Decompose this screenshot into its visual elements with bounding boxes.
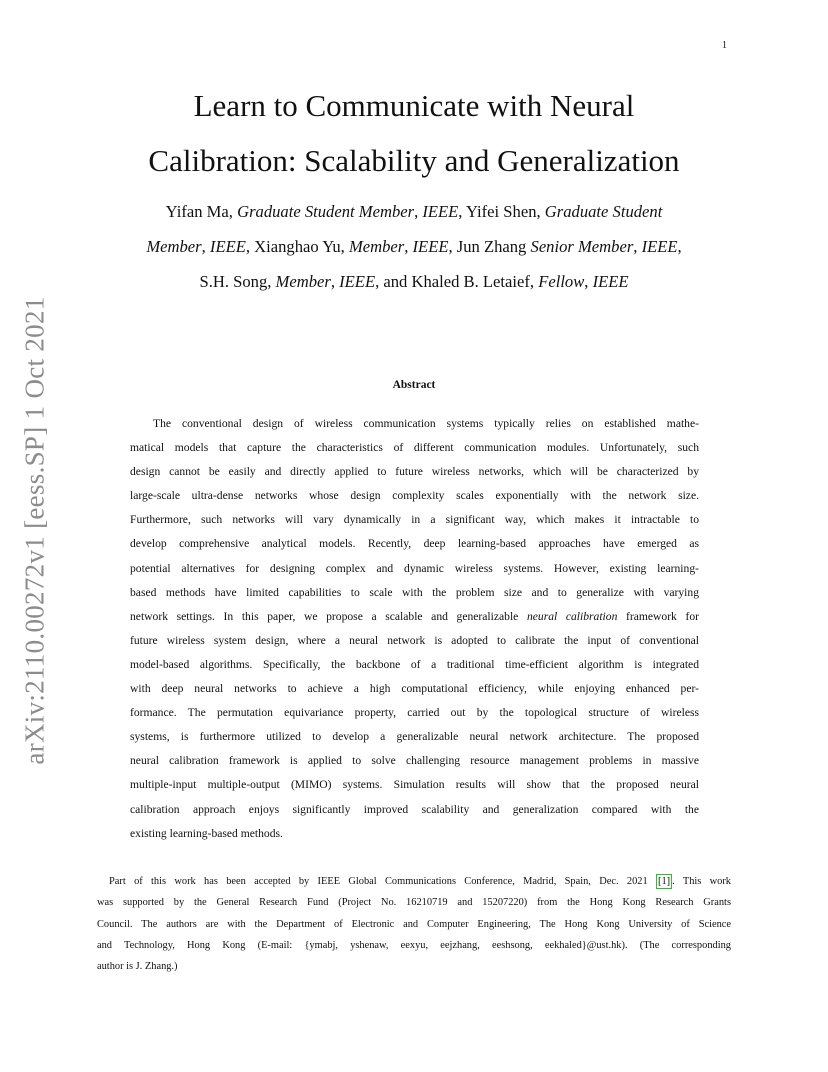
abstract-line: neural calibration framework is applied to solve challenging resource management problems in massive — [130, 754, 699, 768]
author-name: Yifan Ma, — [165, 202, 238, 221]
abstract-line: multiple-input multiple-output (MIMO) systems. Simulation results will show that the proposed neural — [130, 778, 699, 792]
author-name: , and Khaled B. Letaief, — [375, 272, 539, 291]
abstract-line: based methods have limited capabilities to scale with the problem size and to generalize with varying — [130, 585, 699, 599]
abstract-line: with deep neural networks to achieve a high computational efficiency, while enjoying enhanced per- — [130, 682, 699, 696]
author-role: Member — [275, 272, 331, 291]
author-society: IEEE — [641, 237, 678, 256]
author-role: Graduate Student — [544, 202, 663, 221]
arxiv-stamp-text: arXiv:2110.00272v1 [eess.SP] 1 Oct 2021 — [19, 295, 50, 765]
abstract-line: The conventional design of wireless communication systems typically relies on established mathe- — [153, 417, 699, 430]
separator: , — [201, 237, 210, 256]
author-line-2 — [80, 229, 748, 264]
separator: , — [633, 237, 642, 256]
abstract-line-part: network settings. In this paper, we propose a scalable and generalizable — [130, 609, 527, 623]
abstract-line: future wireless system design, where a neural network is adopted to calibrate the input of conventional — [130, 633, 699, 647]
paper-title — [60, 78, 768, 188]
abstract-line: existing learning-based methods. — [130, 826, 283, 840]
separator: , — [584, 272, 593, 291]
author-role: Graduate Student Member — [237, 202, 415, 221]
abstract-heading: Abstract — [392, 379, 436, 391]
abstract-line: systems, is furthermore utilized to develop a generalizable neural network architecture. The proposed — [130, 730, 699, 744]
abstract-line: model-based algorithms. Specifically, the backbone of a traditional time-efficient algorithm is integrated — [130, 657, 699, 671]
abstract-line: potential alternatives for designing complex and dynamic wireless systems. However, existing learning- — [130, 561, 699, 575]
author-role: Member — [348, 237, 405, 256]
abstract-body — [130, 412, 699, 846]
footnote-text: . This work — [672, 876, 731, 887]
separator: , — [330, 272, 340, 291]
author-line-1 — [80, 194, 748, 229]
author-name: , Jun Zhang — [448, 237, 531, 256]
separator: , — [404, 237, 413, 256]
author-society: IEEE — [209, 237, 246, 256]
abstract-line: develop comprehensive analytical models. Recently, deep learning-based approaches have emerged as — [130, 537, 699, 551]
citation-link[interactable]: [1] — [657, 876, 671, 887]
italic-term: neural calibration — [526, 609, 618, 623]
footnote-text: Part of this work has been accepted by IEEE Global Communications Conference, Madrid, Spain, Dec. 2021 — [109, 876, 656, 887]
abstract-line: large-scale ultra-dense networks whose design complexity scales exponentially with the network size. — [130, 489, 699, 503]
footnote-line: Council. The authors are with the Department of Electronic and Computer Engineering, The Hong Kong University of Science — [97, 918, 731, 930]
author-role: Fellow — [538, 272, 585, 291]
abstract-line: formance. The permutation equivariance property, carried out by the topological structure of wireless — [130, 706, 699, 720]
author-role: Member — [146, 237, 202, 256]
abstract-line: calibration approach enjoys significantly improved scalability and generalization compared with the — [130, 802, 699, 816]
author-list — [80, 194, 748, 299]
author-society: IEEE — [422, 202, 459, 221]
author-society: IEEE — [592, 272, 629, 291]
abstract-line-part: framework for — [626, 609, 699, 623]
title-line-2: Calibration: Scalability and Generalization — [148, 143, 680, 178]
author-role: Senior Member — [530, 237, 634, 256]
abstract-line: Furthermore, such networks will vary dynamically in a significant way, which makes it intractable to — [130, 513, 699, 527]
author-name: , Xianghao Yu, — [245, 237, 349, 256]
footnote-line — [97, 871, 731, 892]
author-name: S.H. Song, — [199, 272, 276, 291]
separator: , — [677, 237, 682, 256]
author-line-3 — [80, 264, 748, 299]
footnote-line: was supported by the General Research Fund (Project No. 16210719 and 15207220) from the Hong Kong Research Grants — [97, 897, 731, 909]
author-name: , Yifei Shen, — [458, 202, 545, 221]
footnote — [97, 871, 731, 977]
separator: , — [414, 202, 423, 221]
footnote-line: author is J. Zhang.) — [97, 961, 178, 973]
footnote-line: and Technology, Hong Kong (E-mail: {ymabj, yshenaw, eexyu, eejzhang, eeshsong, eekhaled}@ust.hk). (The corresponding — [97, 939, 731, 951]
author-society: IEEE — [412, 237, 449, 256]
abstract-line — [130, 605, 699, 629]
page-number: 1 — [722, 40, 727, 51]
author-society: IEEE — [339, 272, 376, 291]
arxiv-identifier — [12, 294, 58, 766]
abstract-line: design cannot be easily and directly applied to future wireless networks, which will be characterized by — [130, 465, 699, 479]
title-line-1: Learn to Communicate with Neural — [193, 88, 635, 123]
abstract-line: matical models that capture the characteristics of different communication modules. Unfortunately, such — [130, 441, 699, 455]
